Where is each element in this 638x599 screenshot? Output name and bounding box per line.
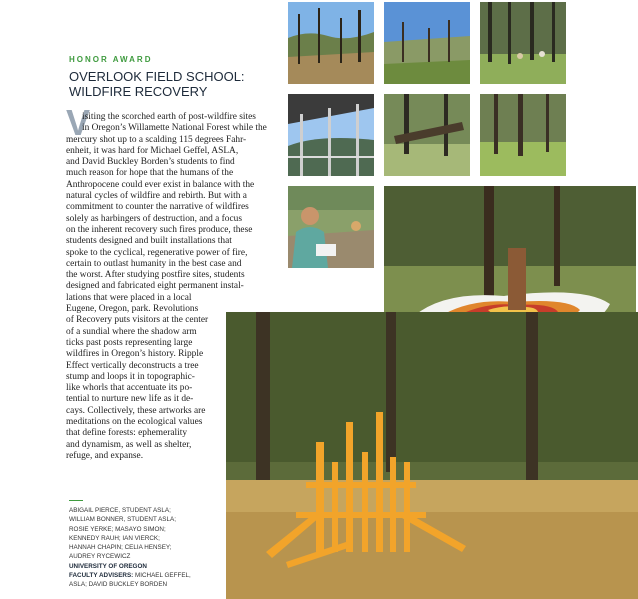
credits-divider (69, 500, 83, 501)
body-line: commitment to counter the narrative of wildfires (66, 202, 249, 213)
body-line: solely as harbingers of destruction, and a focus (66, 213, 242, 224)
credit-line: ABIGAIL PIERCE, STUDENT ASLA; (69, 507, 171, 514)
photo-forest-regrowth (480, 94, 566, 176)
body-line: in Oregon’s Willamette National Forest while the (82, 123, 267, 134)
photo-revolutions-of-recovery-installation (226, 312, 638, 599)
credits-block (69, 506, 239, 590)
section-kicker: HONOR AWARD (69, 55, 153, 64)
photo-charred-logs (384, 94, 470, 176)
photo-student-sketching (288, 186, 374, 268)
credit-line: KENNEDY RAUH; IAN VIERCK; (69, 534, 160, 542)
credit-line: HANNAH CHAPIN; CELIA HENSEY; (69, 544, 172, 552)
body-line: Anthropocene could ever exist in balance with the (66, 179, 255, 190)
article-title (69, 69, 269, 99)
title-line-2: WILDFIRE RECOVERY (69, 84, 208, 99)
photo-clearcut-slope (384, 2, 470, 84)
advisers-names-2: ASLA; DAVID BUCKLEY BORDEN (69, 581, 168, 589)
body-line: lations that were placed in a local (66, 292, 192, 303)
body-line: like whorls that accentuate its po- (66, 383, 193, 394)
body-line: enheit, it was hard for Michael Geffel, ASLA, (66, 145, 239, 156)
body-line: ticks past posts representing large (66, 337, 193, 348)
body-line: that define forests: ephemerality (66, 428, 188, 439)
body-line: of Recovery puts visitors at the center (66, 315, 209, 326)
university-name: UNIVERSITY OF OREGON (69, 562, 147, 570)
credit-line: WILLIAM BONNER, STUDENT ASLA; (69, 516, 176, 524)
body-line: Eugene, Oregon, park. Revolutions (66, 304, 199, 315)
body-line: isiting the scorched earth of post-wildfire sites (82, 112, 256, 122)
body-line: much reason for hope that the humans of the (66, 168, 234, 179)
body-line: students designed and built installations that (66, 236, 232, 247)
body-line: and dynamism, as well as shelter, (66, 439, 192, 450)
body-line: the worst. After studying postfire sites, students (66, 270, 245, 281)
credit-line: ROSIE YERKE; MASAYO SIMON; (69, 525, 166, 533)
photo-overlook-deck (288, 94, 374, 176)
body-line: certain to outlast humanity in the best case and (66, 258, 242, 269)
body-line: meditations on the ecological values (66, 417, 203, 428)
advisers-names-1: MICHAEL GEFFEL, (135, 572, 191, 580)
body-line: and David Buckley Borden’s students to find (66, 157, 235, 168)
body-line: wildfires in Oregon’s history. Ripple (66, 349, 204, 360)
photo-burned-hillside (288, 2, 374, 84)
drop-cap: V (66, 102, 91, 143)
body-line: of a sundial where the shadow arm (66, 326, 197, 337)
advisers-line (69, 571, 239, 580)
photo-forest-group (480, 2, 566, 84)
body-line: designed and fabricated eight permanent instal- (66, 281, 244, 292)
body-line: stump and loops it in topographic- (66, 371, 195, 382)
body-line: refuge, and expanse. (66, 450, 144, 461)
body-line: tential to nurture new life as it de- (66, 394, 194, 405)
body-line: on the inherent recovery such fires produce, these (66, 224, 253, 235)
body-line: natural cycles of wildfire and rebirth. But with a (66, 191, 247, 202)
body-line: spoke to the cyclical, regenerative power of fire, (66, 247, 248, 258)
body-line: mercury shot up to a scalding 115 degrees Fahr- (66, 134, 247, 145)
advisers-label: FACULTY ADVISERS: (69, 572, 134, 580)
title-line-1: OVERLOOK FIELD SCHOOL: (69, 69, 245, 84)
body-line: cays. Collectively, these artworks are (66, 405, 206, 416)
body-line: Effect vertically deconstructs a tree (66, 360, 199, 371)
credit-line: AUDREY RYCEWICZ (69, 553, 131, 561)
